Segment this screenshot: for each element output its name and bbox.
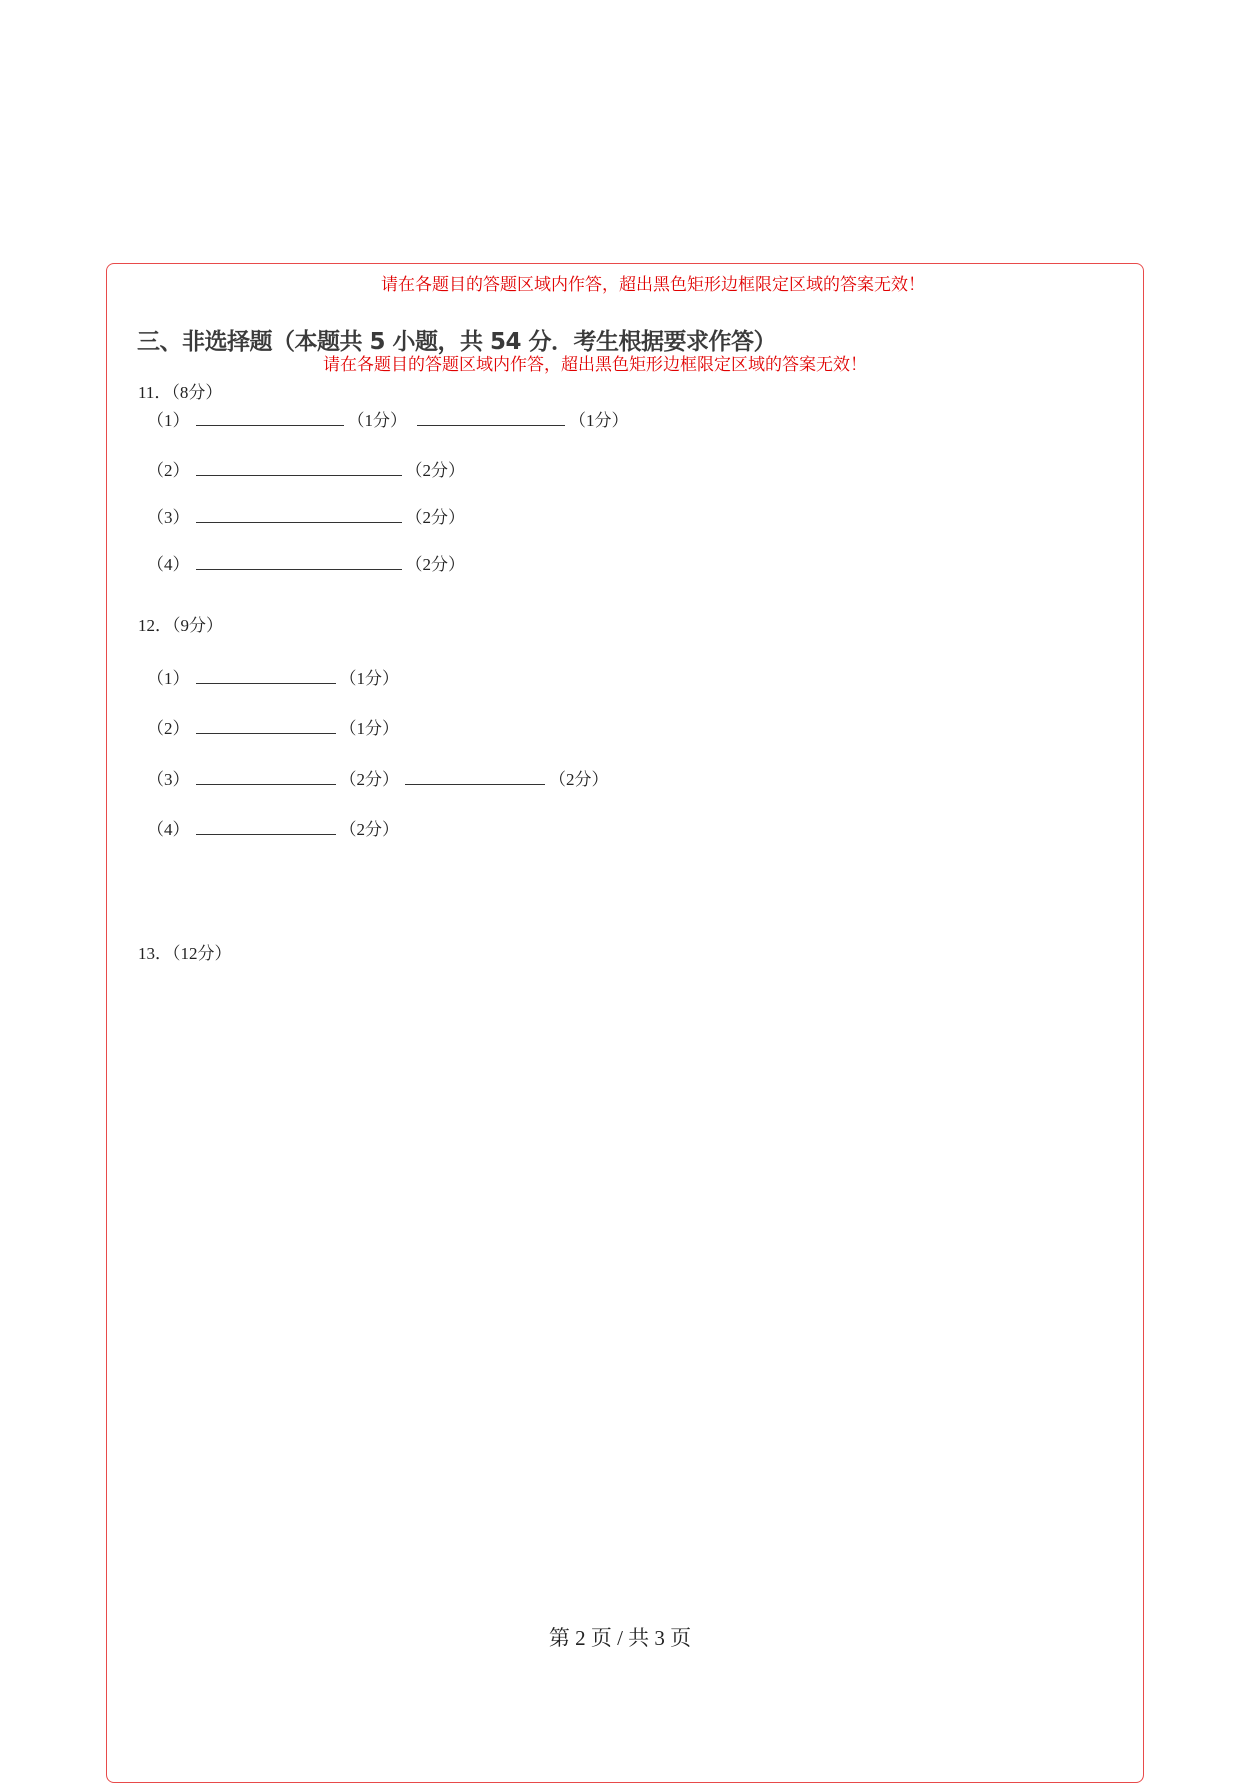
q11-line-1-number: （1）: [147, 411, 190, 430]
question-11-label: 11．（8分）: [138, 383, 223, 402]
q12-line-3: [147, 769, 609, 790]
answer-blank[interactable]: [196, 769, 336, 785]
q12-line-3-score-b: （2分）: [549, 770, 609, 789]
question-12-label: 12．（9分）: [138, 616, 223, 635]
answer-blank[interactable]: [196, 410, 344, 426]
q12-line-1: [147, 668, 399, 689]
q12-line-2-number: （2）: [147, 719, 190, 738]
q12-line-2-score: （1分）: [339, 719, 399, 738]
answer-area-warning-repeat: 请在各题目的答题区域内作答，超出黑色矩形边框限定区域的答案无效！: [323, 355, 867, 375]
answer-blank[interactable]: [196, 819, 336, 835]
q12-line-4-score: （2分）: [339, 820, 399, 839]
q12-line-3-score-a: （2分）: [339, 770, 399, 789]
question-13-label: 13．（12分）: [138, 944, 232, 963]
answer-blank[interactable]: [405, 769, 545, 785]
q11-line-2: [147, 460, 465, 481]
answer-blank[interactable]: [196, 507, 402, 523]
answer-blank[interactable]: [196, 668, 336, 684]
section-heading: 三、非选择题（本题共 5 小题，共 54 分．考生根据要求作答）: [137, 329, 777, 355]
q11-line-1-score-b: （1分）: [569, 411, 629, 430]
q12-line-1-score: （1分）: [339, 669, 399, 688]
q11-line-2-score: （2分）: [405, 461, 465, 480]
q12-line-4: [147, 819, 399, 840]
answer-blank[interactable]: [196, 718, 336, 734]
q12-line-2: [147, 718, 399, 739]
q12-line-3-number: （3）: [147, 770, 190, 789]
q11-line-4: [147, 554, 465, 575]
page-number: 第 2 页 / 共 3 页: [548, 1626, 692, 1650]
q11-line-1-score-a: （1分）: [347, 411, 407, 430]
q11-line-2-number: （2）: [147, 461, 190, 480]
q11-line-3-score: （2分）: [405, 508, 465, 527]
q11-line-4-score: （2分）: [405, 555, 465, 574]
answer-area-warning: 请在各题目的答题区域内作答，超出黑色矩形边框限定区域的答案无效！: [381, 275, 925, 295]
q11-line-3: [147, 507, 465, 528]
q11-line-1: [147, 410, 629, 431]
q11-line-4-number: （4）: [147, 555, 190, 574]
q12-line-1-number: （1）: [147, 669, 190, 688]
answer-blank[interactable]: [196, 460, 402, 476]
answer-blank[interactable]: [196, 554, 402, 570]
q12-line-4-number: （4）: [147, 820, 190, 839]
answer-blank[interactable]: [417, 410, 565, 426]
answer-area-frame: [106, 263, 1144, 1783]
q11-line-3-number: （3）: [147, 508, 190, 527]
